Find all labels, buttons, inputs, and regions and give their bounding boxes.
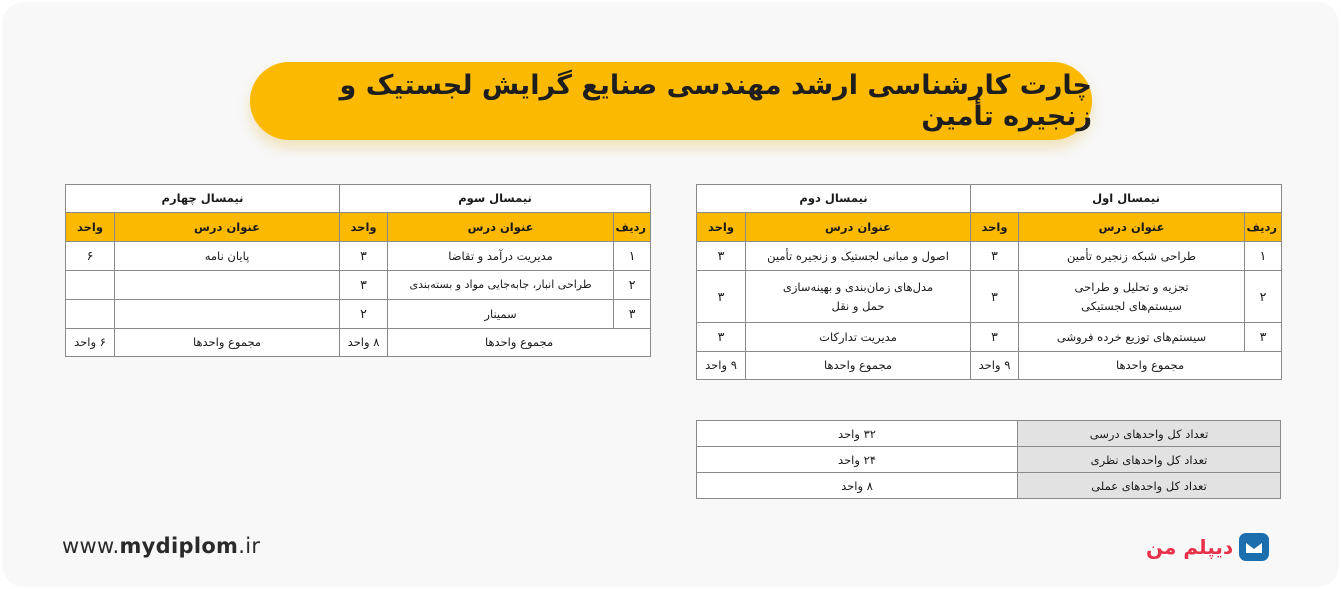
- course-title: تجزیه و تحلیل و طراحی سیستم‌های لجستیکی: [1019, 271, 1245, 323]
- row-number: ۳: [614, 300, 651, 329]
- course-title: مدل‌های زمان‌بندی و بهینه‌سازی حمل و نقل: [746, 271, 971, 323]
- course-title: [115, 271, 340, 300]
- totals-table: [696, 420, 1281, 499]
- course-title: سیستم‌های توزیع خرده فروشی: [1019, 323, 1245, 352]
- col-unit-header: واحد: [971, 213, 1019, 242]
- course-unit: [66, 271, 115, 300]
- row-number: ۲: [1245, 271, 1282, 323]
- semester-1-header: نیمسال اول: [971, 185, 1282, 213]
- semester-2-header: نیمسال دوم: [697, 185, 971, 213]
- page-title: چارت کارشناسی ارشد مهندسی صنایع گرایش لجستیک و زنجیره تأمین: [339, 70, 1092, 132]
- totals-label: تعداد کل واحدهای نظری: [1018, 447, 1281, 473]
- totals-label: تعداد کل واحدهای درسی: [1018, 421, 1281, 447]
- totals-value: ۸ واحد: [697, 473, 1018, 499]
- course-title: [115, 300, 340, 329]
- course-title: پایان نامه: [115, 242, 340, 271]
- brand-logo[interactable]: [1146, 532, 1269, 562]
- totals-value: ۲۴ واحد: [697, 447, 1018, 473]
- sum-label: مجموع واحدها: [746, 352, 971, 380]
- semester-3-4-table: [65, 184, 651, 357]
- course-unit: ۳: [697, 242, 746, 271]
- table-row: [66, 300, 651, 329]
- col-title-header: عنوان درس: [746, 213, 971, 242]
- sum-label: مجموع واحدها: [1019, 352, 1282, 380]
- course-unit: ۳: [697, 271, 746, 323]
- course-title: مدیریت درآمد و تقاضا: [388, 242, 614, 271]
- site-prefix: www.: [62, 534, 120, 558]
- site-suffix: .ir: [238, 534, 261, 558]
- course-unit: ۳: [971, 242, 1019, 271]
- sum-label: مجموع واحدها: [115, 329, 340, 357]
- col-row-header: ردیف: [614, 213, 651, 242]
- sum-row: [66, 329, 651, 357]
- sum-value: ۶ واحد: [66, 329, 115, 357]
- course-title: سمینار: [388, 300, 614, 329]
- semester-4-header: نیمسال چهارم: [66, 185, 340, 213]
- course-unit: ۳: [697, 323, 746, 352]
- totals-row: [697, 421, 1281, 447]
- course-title: طراحی انبار، جابه‌جایی مواد و بسته‌بندی: [388, 271, 614, 300]
- sum-value: ۹ واحد: [697, 352, 746, 380]
- table-row: [697, 323, 1282, 352]
- col-row-header: ردیف: [1245, 213, 1282, 242]
- course-unit: ۶: [66, 242, 115, 271]
- row-number: ۱: [1245, 242, 1282, 271]
- logo-text: دیپلم من: [1146, 535, 1234, 559]
- table-row: [697, 271, 1282, 323]
- totals-label: تعداد کل واحدهای عملی: [1018, 473, 1281, 499]
- course-title: مدیریت تدارکات: [746, 323, 971, 352]
- row-number: ۳: [1245, 323, 1282, 352]
- table-row: [66, 242, 651, 271]
- course-unit: [66, 300, 115, 329]
- table-row: [66, 271, 651, 300]
- course-unit: ۳: [971, 323, 1019, 352]
- sum-label: مجموع واحدها: [388, 329, 651, 357]
- table-row: [697, 242, 1282, 271]
- row-number: ۱: [614, 242, 651, 271]
- sum-value: ۸ واحد: [340, 329, 388, 357]
- course-title: طراحی شبکه زنجیره تأمین: [1019, 242, 1245, 271]
- course-unit: ۳: [340, 271, 388, 300]
- col-unit-header: واحد: [697, 213, 746, 242]
- col-title-header: عنوان درس: [115, 213, 340, 242]
- col-unit-header: واحد: [340, 213, 388, 242]
- course-unit: ۳: [971, 271, 1019, 323]
- course-unit: ۳: [340, 242, 388, 271]
- diplom-logo-icon: [1239, 533, 1269, 561]
- sum-value: ۹ واحد: [971, 352, 1019, 380]
- semester-1-2-table: [696, 184, 1282, 380]
- website-link[interactable]: [62, 534, 260, 558]
- course-title: اصول و مبانی لجستیک و زنجیره تأمین: [746, 242, 971, 271]
- site-name: mydiplom: [119, 534, 239, 558]
- sum-row: [697, 352, 1282, 380]
- col-title-header: عنوان درس: [388, 213, 614, 242]
- col-title-header: عنوان درس: [1019, 213, 1245, 242]
- totals-row: [697, 473, 1281, 499]
- title-banner: [250, 62, 1092, 140]
- row-number: ۲: [614, 271, 651, 300]
- col-unit-header: واحد: [66, 213, 115, 242]
- totals-row: [697, 447, 1281, 473]
- semester-3-header: نیمسال سوم: [340, 185, 651, 213]
- course-unit: ۲: [340, 300, 388, 329]
- totals-value: ۳۲ واحد: [697, 421, 1018, 447]
